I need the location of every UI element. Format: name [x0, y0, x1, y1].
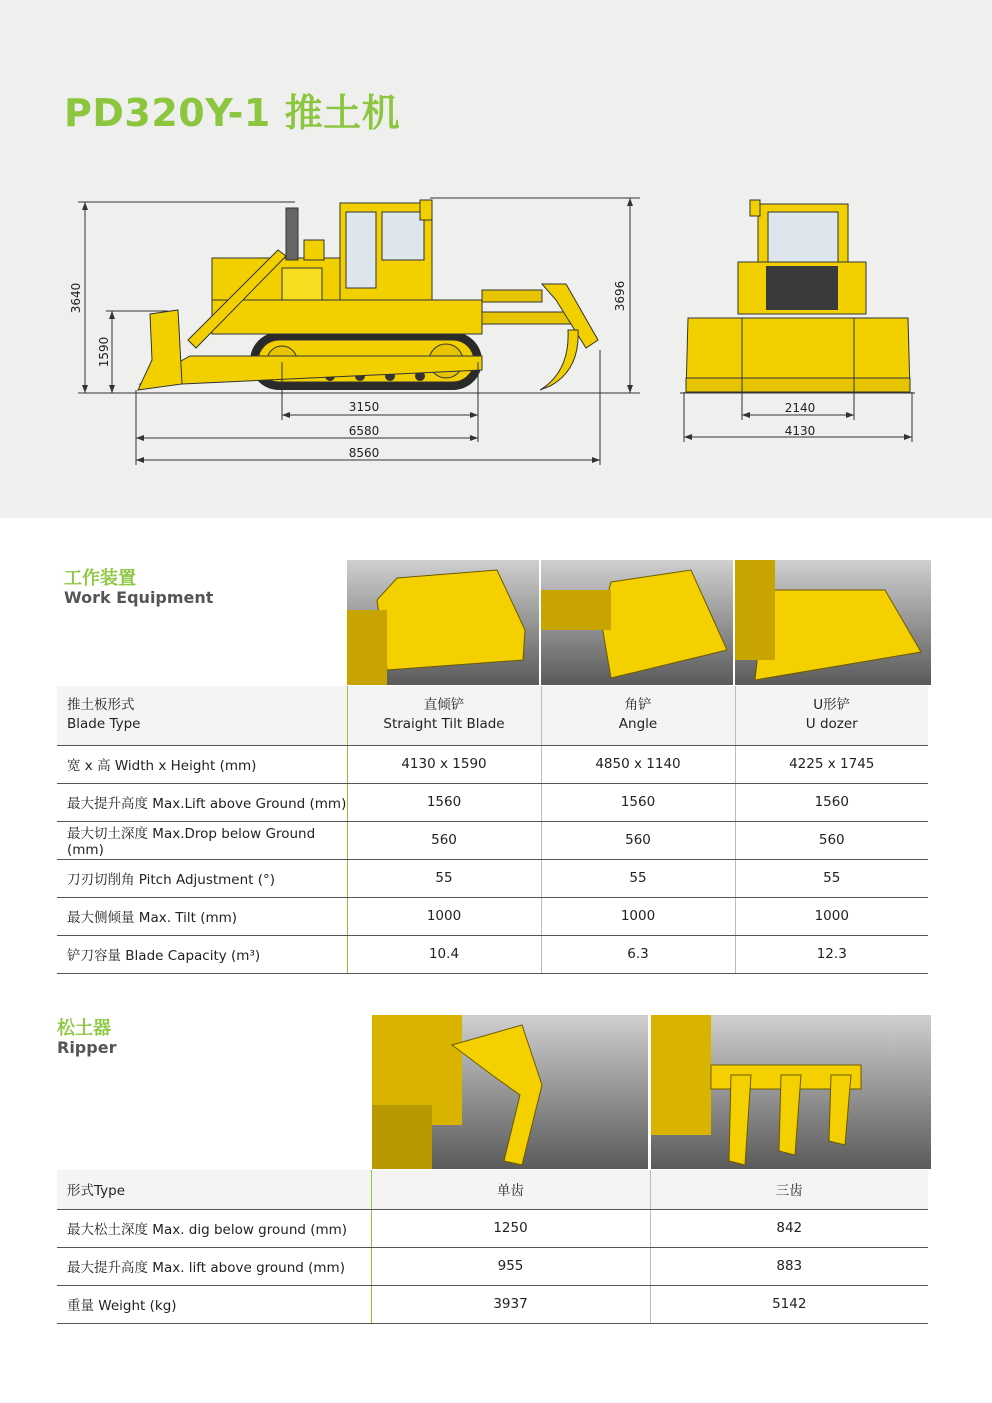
cell-value: 4130 x 1590 [347, 745, 541, 783]
ripper-title-en: Ripper [57, 1038, 117, 1057]
row-label: 刀刃切削角 Pitch Adjustment (°) [57, 859, 347, 897]
row-label: 最大切土深度 Max.Drop below Ground (mm) [57, 821, 347, 859]
blade-type-label: 推土板形式 Blade Type [57, 686, 347, 745]
cell-value: 1560 [347, 783, 541, 821]
cell-value: 1560 [541, 783, 735, 821]
side-view-dozer [138, 200, 598, 390]
cell-value: 4850 x 1140 [541, 745, 735, 783]
cell-value: 1000 [347, 897, 541, 935]
cell-value: 560 [347, 821, 541, 859]
dim-overall-length: 8560 [348, 446, 380, 460]
table-row [57, 821, 928, 859]
table-row [57, 1285, 928, 1323]
u-dozer-blade-photo [735, 560, 931, 685]
table-row [57, 935, 928, 973]
ripper-type-col: 单齿 [371, 1170, 650, 1209]
blade-type-col: 直倾铲 Straight Tilt Blade [347, 686, 541, 745]
blade-type-row [57, 686, 928, 745]
table-row [57, 897, 928, 935]
cell-value: 4225 x 1745 [735, 745, 928, 783]
table-row [57, 745, 928, 783]
table-row [57, 1247, 928, 1285]
row-label: 重量 Weight (kg) [57, 1285, 371, 1323]
cell-value: 55 [541, 859, 735, 897]
dim-track-height: 3696 [613, 280, 627, 312]
dim-track-length: 3150 [348, 400, 380, 414]
cell-value: 955 [371, 1247, 650, 1285]
row-label: 铲刀容量 Blade Capacity (m³) [57, 935, 347, 973]
row-label: 最大侧倾量 Max. Tilt (mm) [57, 897, 347, 935]
row-label: 最大松土深度 Max. dig below ground (mm) [57, 1209, 371, 1247]
single-shank-ripper-photo [372, 1015, 648, 1169]
cell-value: 10.4 [347, 935, 541, 973]
cell-value: 55 [347, 859, 541, 897]
dim-body-length: 6580 [348, 424, 380, 438]
table-row [57, 859, 928, 897]
work-equipment-title-en: Work Equipment [64, 588, 214, 607]
ripper-type-row [57, 1170, 928, 1209]
cell-value: 1000 [735, 897, 928, 935]
cell-value: 5142 [650, 1285, 928, 1323]
cell-value: 1000 [541, 897, 735, 935]
ripper-title-cn: 松土器 [57, 1018, 111, 1039]
front-view-dozer [686, 200, 910, 392]
cell-value: 1560 [735, 783, 928, 821]
ripper-table [57, 1170, 928, 1324]
straight-tilt-blade-photo [347, 560, 539, 685]
cell-value: 3937 [371, 1285, 650, 1323]
work-equipment-title-cn: 工作装置 [64, 568, 136, 589]
table-row [57, 1209, 928, 1247]
blade-type-col: U形铲 U dozer [735, 686, 928, 745]
three-shank-ripper-photo [651, 1015, 931, 1169]
row-label: 宽 x 高 Width x Height (mm) [57, 745, 347, 783]
dim-blade-width: 4130 [784, 424, 816, 438]
table-row [57, 783, 928, 821]
cell-value: 560 [541, 821, 735, 859]
dim-blade-height: 1590 [97, 336, 111, 368]
cell-value: 883 [650, 1247, 928, 1285]
blade-type-col: 角铲 Angle [541, 686, 735, 745]
dim-height-total: 3640 [69, 282, 83, 314]
cell-value: 55 [735, 859, 928, 897]
dim-track-gauge: 2140 [784, 401, 816, 415]
cell-value: 560 [735, 821, 928, 859]
row-label: 最大提升高度 Max.Lift above Ground (mm) [57, 783, 347, 821]
row-label: 最大提升高度 Max. lift above ground (mm) [57, 1247, 371, 1285]
ripper-type-col: 三齿 [650, 1170, 928, 1209]
cell-value: 1250 [371, 1209, 650, 1247]
page-title: PD320Y-1 推土机 [64, 91, 401, 135]
ripper-type-label: 形式Type [57, 1170, 371, 1209]
cell-value: 6.3 [541, 935, 735, 973]
work-equipment-table [57, 686, 928, 974]
cell-value: 12.3 [735, 935, 928, 973]
angle-blade-photo [541, 560, 733, 685]
cell-value: 842 [650, 1209, 928, 1247]
dimension-drawing [0, 0, 992, 518]
